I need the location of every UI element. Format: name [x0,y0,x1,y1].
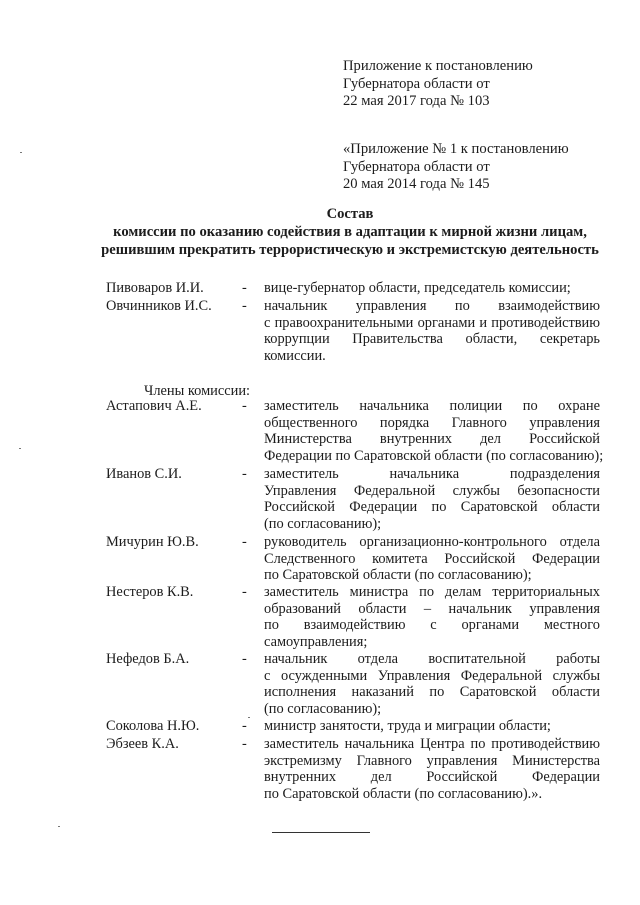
role-line: внутренних дел Российской Федерации [264,769,600,786]
person-role [264,534,600,584]
dash-separator: - [242,651,247,667]
person-role [264,298,600,364]
dash-separator: - [242,398,247,414]
role-line: начальник отдела воспитательной работы [264,651,600,667]
person-name: Пивоваров И.И. [106,280,204,296]
person-role [264,584,600,650]
person-row [106,736,600,802]
person-name: Эбзеев К.А. [106,736,179,752]
appendix-current-header [343,58,613,111]
role-line: образований области – начальник управления [264,600,600,617]
role-line: с правоохранительными органами и противодействию [264,314,600,331]
person-role [264,736,600,802]
appendix-line: Приложение к постановлению [343,58,533,74]
appendix-previous-header [343,141,613,194]
role-line: Следственного комитета Российской Федерации [264,550,600,567]
role-line: заместитель министра по делам территориальных [264,584,600,600]
person-name: Астапович А.Е. [106,398,202,414]
person-row [106,298,600,364]
role-line: министр занятости, труда и миграции области; [264,718,551,734]
title-heading: Состав [326,206,374,222]
person-name: Иванов С.И. [106,466,182,482]
role-line: Министерства внутренних дел Российской [264,431,600,448]
person-row [106,398,604,464]
scan-speck [19,448,21,449]
person-name: Нестеров К.В. [106,584,194,600]
role-line: по взаимодействию с органами местного [264,617,600,634]
role-line: Управления Федеральной службы безопасности [264,482,600,499]
person-role [264,398,604,464]
person-name: Нефедов Б.А. [106,651,190,667]
person-role [264,280,600,297]
person-name: Овчинников И.С. [106,298,212,314]
role-line: (по согласованию); [264,700,382,717]
role-line: Российской Федерации по Саратовской области [264,499,600,516]
dash-separator: - [242,736,247,752]
person-row [106,280,600,297]
appendix-line: Губернатора области от [343,158,490,175]
role-line: самоуправления; [264,633,368,650]
role-line: коррупции Правительства области, секретарь [264,331,600,348]
role-line: по Саратовской области (по согласованию).». [264,785,543,802]
role-line: комиссии. [264,347,326,364]
person-row [106,534,600,584]
dash-separator: - [242,718,247,734]
person-role [264,718,600,735]
dash-separator: - [242,298,247,314]
document-title [90,206,610,259]
appendix-line: 20 мая 2014 года № 145 [343,176,490,192]
role-line: руководитель организационно-контрольного отдела [264,534,600,550]
scan-speck [58,826,60,827]
role-line: Федерации по Саратовской области (по согласованию); [264,447,604,464]
dash-separator: - [242,280,247,296]
person-row [106,651,600,717]
dash-separator: - [242,534,247,550]
role-line: с осужденными Управления Федеральной службы [264,667,600,684]
appendix-line: 22 мая 2017 года № 103 [343,93,490,109]
appendix-line: «Приложение № 1 к постановлению [343,141,569,157]
person-role [264,651,600,717]
title-line: решившим прекратить террористическую и экстремистскую деятельность [101,241,599,258]
person-name: Мичурин Ю.В. [106,534,199,550]
role-line: по Саратовской области (по согласованию); [264,567,532,584]
members-label: Члены комиссии: [144,383,251,399]
role-line: заместитель начальника Центра по противодействию [264,736,600,752]
role-line: заместитель начальника полиции по охране [264,398,600,414]
person-name: Соколова Н.Ю. [106,718,200,734]
scan-speck [248,717,250,718]
person-role [264,466,600,532]
role-line: экстремизму Главного управления Министерства [264,752,600,769]
person-row [106,584,600,650]
person-row [106,466,600,532]
role-line: заместитель начальника подразделения [264,466,600,482]
role-line: общественного порядка Главного управления [264,414,600,431]
title-line: комиссии по оказанию содействия в адаптации к мирной жизни лицам, [113,223,587,240]
appendix-line: Губернатора области от [343,75,490,92]
dash-separator: - [242,584,247,600]
role-line: начальник управления по взаимодействию [264,298,600,314]
person-row [106,718,600,735]
role-line: вице-губернатор области, председатель комиссии; [264,280,571,296]
role-line: исполнения наказаний по Саратовской области [264,684,600,701]
role-line: (по согласованию); [264,515,382,532]
dash-separator: - [242,466,247,482]
bottom-divider [272,832,370,833]
scan-speck [20,152,22,153]
